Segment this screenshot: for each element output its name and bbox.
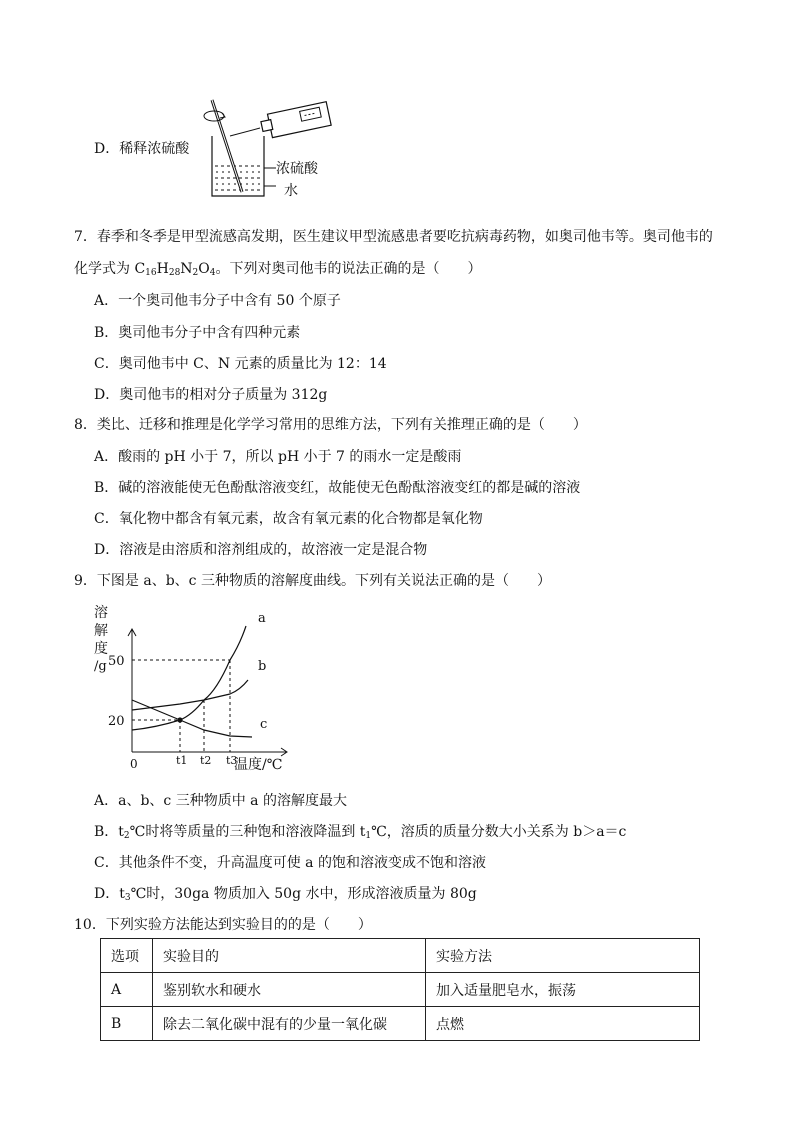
q8-stem: 8．类比、迁移和推理是化学学习常用的思维方法，下列有关推理正确的是（ ） [74,417,587,433]
beaker [212,136,264,196]
table-row [101,973,700,1007]
q7-stem-line1: 7．春季和冬季是甲型流感高发期，医生建议甲型流感患者要吃抗病毒药物，如奥司他韦等。奥司他韦的 [74,229,713,245]
table-cell: A [101,973,153,1007]
table-row [101,1007,700,1041]
chart-ytitle-3: 度 [94,641,108,657]
table-cell: 鉴别软水和硬水 [153,973,426,1007]
table-header-row [101,939,700,973]
experiment-table [100,938,700,1041]
table-header-cell: 选项 [101,939,153,973]
chart-ytitle-2: 解 [94,623,108,639]
q8-option-d: D．溶液是由溶质和溶剂组成的，故溶液一定是混合物 [94,542,428,558]
table-cell: 点燃 [426,1007,700,1041]
intersection-point [177,717,182,722]
acid-bottle [260,102,332,140]
q8-option-c: C．氧化物中都含有氧元素，故含有氧元素的化合物都是氧化物 [94,511,483,527]
chart-ytitle-4: /g [94,659,107,674]
q8-option-b: B．碱的溶液能使无色酚酞溶液变红，故能使无色酚酞溶液变红的都是碱的溶液 [94,480,581,496]
q7-option-d: D．奥司他韦的相对分子质量为 312g [94,387,328,403]
q7-option-a: A．一个奥司他韦分子中含有 50 个原子 [94,293,341,309]
table-cell: 除去二氧化碳中混有的少量一氧化碳 [153,1007,426,1041]
x-tick-t3: t3 [226,754,238,767]
q7-option-b: B．奥司他韦分子中含有四种元素 [94,325,301,341]
q9-option-c: C．其他条件不变，升高温度可使 a 的饱和溶液变成不饱和溶液 [94,855,486,871]
q9-option-d: D．$t_3℃$时，30ga 物质加入 50g 水中，形成溶液质量为 80g [94,886,477,903]
q9-stem: 9．下图是 a、b、c 三种物质的溶解度曲线。下列有关说法正确的是（ ） [74,573,551,589]
q10-stem: 10．下列实验方法能达到实验目的的是（ ） [74,917,372,933]
curve-a [132,626,246,730]
q7-option-c: C．奥司他韦中 C、N 元素的质量比为 12：14 [94,356,387,372]
curve-c [132,700,252,737]
q9-option-b: B．$t_2℃$时将等质量的三种饱和溶液降温到 $t_1℃$，溶质的质量分数大小关系为 b＞a＝c [94,824,627,841]
curve-label-c: c [260,717,268,732]
x-tick-t1: t1 [176,754,188,767]
y-tick-50: 50 [108,654,125,669]
table-header-cell: 实验目的 [153,939,426,973]
stir-arrow-icon [204,111,224,121]
solubility-chart [88,604,288,780]
x-tick-t2: t2 [200,754,212,767]
q8-option-a: A．酸雨的 pH 小于 7，所以 pH 小于 7 的雨水一定是酸雨 [94,449,462,465]
label-water: 水 [284,183,298,199]
curve-label-b: b [258,659,267,674]
x-tick-0: 0 [130,757,138,771]
label-concentrated-acid: 浓硫酸 [276,161,318,177]
table-cell: B [101,1007,153,1041]
table-header-cell: 实验方法 [426,939,700,973]
curve-label-a: a [258,611,266,626]
chart-ytitle-1: 溶 [94,605,108,621]
dilution-apparatus-figure [200,96,340,206]
q6-option-d: D．稀释浓硫酸 [94,141,190,157]
table-cell: 加入适量肥皂水，振荡 [426,973,700,1007]
q7-stem-line2: 化学式为 $C_{16}H_{28}N_2O_4$。下列对奥司他韦的说法正确的是（ ） [74,261,482,278]
q9-option-a: A．a、b、c 三种物质中 a 的溶解度最大 [94,793,347,809]
curve-b [132,680,248,710]
y-tick-20: 20 [108,714,125,729]
chart-xtitle: 温度/℃ [234,757,283,773]
